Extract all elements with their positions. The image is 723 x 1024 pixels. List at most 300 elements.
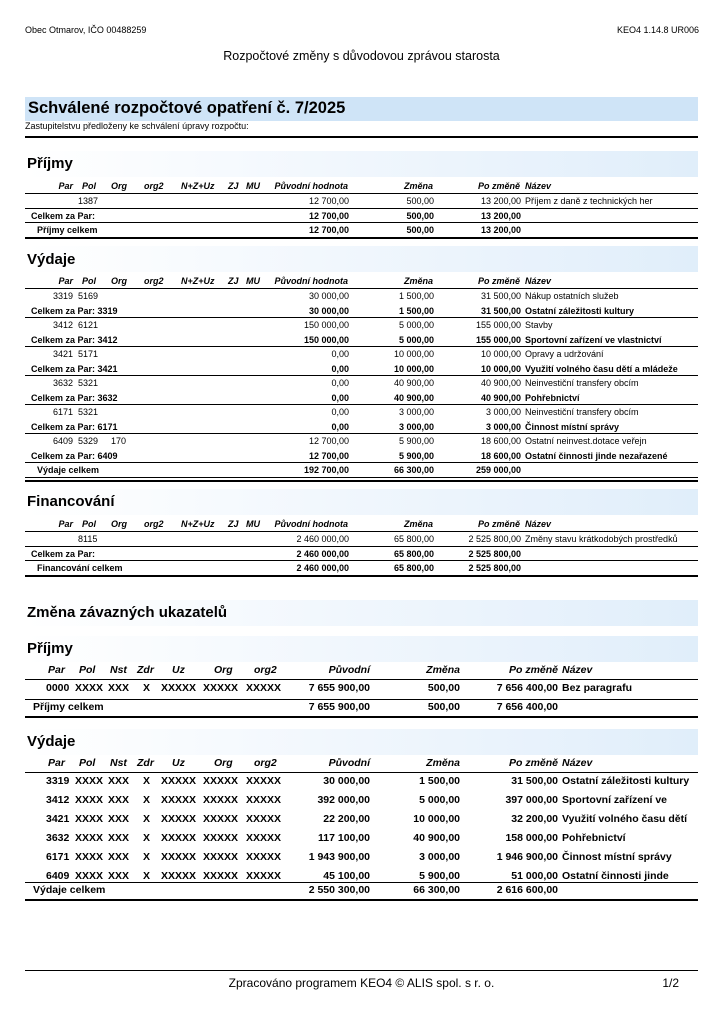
cell-po-zmene: 40 900,00: [480, 392, 521, 403]
table-total-row: [0, 449, 723, 463]
col-zmena: Změna: [403, 519, 433, 529]
cell-pol: 1387: [78, 196, 99, 206]
section-bar: [25, 246, 698, 272]
cell-nazev: Sportovní zařízení ve vlastnictví: [525, 334, 662, 345]
cell-po-zmene: 13 200,00: [480, 210, 521, 221]
cell-zmena: 10 000,00: [393, 349, 434, 359]
cell-zmena: 40 900,00: [393, 378, 434, 388]
cell-zmena: 10 000,00: [393, 363, 434, 374]
cell-puvodni: 30 000,00: [323, 775, 370, 787]
cell-pol: 5169: [78, 291, 99, 301]
col-nazev: Název: [525, 181, 552, 191]
col-po-zmene: Po změně: [508, 757, 558, 769]
row-divider: [25, 462, 698, 463]
cell-puvodni: 45 100,00: [323, 870, 370, 882]
cell-zmena: 65 800,00: [393, 563, 434, 573]
row-divider: [25, 882, 698, 883]
table-total-row: [0, 333, 723, 347]
table-total-row: [0, 698, 723, 716]
cell-org2: XXXXX: [246, 851, 282, 863]
col-par: Par: [58, 519, 73, 529]
table-header: [0, 661, 723, 679]
cell-nazev: Ostatní neinvest.dotace veřejn: [525, 436, 647, 446]
cell-po-zmene: 259 000,00: [475, 465, 521, 475]
col-puvodni: Původní hodnota: [274, 181, 348, 191]
cell-par: 3632: [53, 378, 74, 388]
table-row: [0, 434, 723, 448]
cell-puvodni: 12 700,00: [308, 210, 349, 221]
section-bar: [25, 151, 698, 177]
cell-zmena: 5 000,00: [398, 334, 434, 345]
cell-zmena: 5 900,00: [398, 436, 434, 446]
col-uz: Uz: [172, 664, 185, 676]
section-title-ukazatele: Změna závazných ukazatelů: [27, 604, 228, 621]
cell-zmena: 66 300,00: [413, 884, 460, 896]
col-puvodni: Původní: [328, 757, 370, 769]
cell-po-zmene: 40 900,00: [480, 378, 521, 388]
cell-puvodni: 2 460 000,00: [296, 548, 349, 559]
cell-par: 3412: [46, 794, 70, 806]
cell-par: 0000: [46, 682, 70, 694]
cell-puvodni: 22 200,00: [323, 813, 370, 825]
table-total-row: [0, 463, 723, 477]
cell-pol: XXXX: [75, 794, 104, 806]
cell-puvodni: 0,00: [331, 349, 349, 359]
cell-nazev: Ostatní záležitosti kultury: [562, 775, 690, 787]
col-po-zmene: Po změně: [477, 181, 520, 191]
cell-nazev: Využití volného času dětí: [562, 813, 688, 825]
cell-uz: XXXXX: [161, 775, 197, 787]
col-nazev: Název: [562, 664, 593, 676]
row-divider: [25, 208, 698, 209]
col-zj: ZJ: [228, 276, 239, 286]
cell-nst: XXX: [108, 813, 130, 825]
cell-zmena: 40 900,00: [413, 832, 460, 844]
col-nzu: N+Z+Uz: [181, 181, 215, 191]
table-row: [0, 194, 723, 208]
cell-po-zmene: 155 000,00: [475, 334, 521, 345]
cell-nazev: Opravy a udržování: [525, 349, 604, 359]
row-divider: [25, 772, 698, 773]
cell-pol: 5321: [78, 378, 99, 388]
table-row: [0, 679, 723, 697]
cell-po-zmene: 18 600,00: [480, 450, 521, 461]
cell-zmena: 500,00: [427, 682, 460, 694]
row-divider: [25, 716, 698, 718]
cell-pol: XXXX: [75, 813, 104, 825]
row-divider: [25, 477, 698, 478]
table-row: [0, 791, 723, 809]
row-divider: [25, 899, 698, 901]
cell-po-zmene: 2 525 800,00: [468, 534, 521, 544]
footer-divider: [25, 970, 698, 971]
cell-pol: XXXX: [75, 682, 104, 694]
col-org2: org2: [254, 664, 277, 676]
cell-nazev: Příjem z daně z technických her: [525, 196, 653, 206]
col-puvodni: Původní hodnota: [274, 519, 348, 529]
cell-zmena: 500,00: [406, 225, 434, 235]
row-divider: [25, 546, 698, 547]
row-label: Příjmy celkem: [33, 701, 104, 713]
cell-po-zmene: 397 000,00: [505, 794, 558, 806]
cell-org: XXXXX: [203, 870, 239, 882]
col-nst: Nst: [110, 757, 127, 769]
col-org: Org: [214, 664, 233, 676]
col-zmena: Změna: [426, 664, 460, 676]
cell-org2: XXXXX: [246, 813, 282, 825]
cell-org2: XXXXX: [246, 794, 282, 806]
cell-puvodni: 117 100,00: [318, 832, 370, 844]
cell-org: XXXXX: [203, 682, 239, 694]
cell-zdr: X: [143, 870, 151, 882]
cell-nazev: Pohřebnictví: [525, 392, 580, 403]
cell-pol: XXXX: [75, 870, 104, 882]
table-row: [0, 810, 723, 828]
col-org2: org2: [144, 181, 164, 191]
table-row: [0, 532, 723, 546]
col-pol: Pol: [79, 757, 96, 769]
cell-nazev: Činnost místní správy: [525, 421, 620, 432]
section-title-uk-prijmy: Příjmy: [27, 640, 73, 657]
cell-po-zmene: 3 000,00: [485, 407, 521, 417]
cell-nst: XXX: [108, 870, 130, 882]
col-nazev: Název: [525, 276, 552, 286]
cell-puvodni: 150 000,00: [303, 320, 349, 330]
table-total-row: [0, 561, 723, 575]
cell-zmena: 3 000,00: [398, 407, 434, 417]
footer-text: Zpracováno programem KEO4 © ALIS spol. s r. o.: [228, 976, 495, 990]
row-divider: [25, 699, 698, 700]
col-pol: Pol: [82, 181, 97, 191]
row-label: Celkem za Par:: [31, 548, 96, 559]
cell-nazev: Ostatní záležitosti kultury: [525, 305, 635, 316]
cell-po-zmene: 13 200,00: [480, 196, 521, 206]
cell-nst: XXX: [108, 851, 130, 863]
row-divider: [25, 433, 698, 434]
col-org: Org: [111, 181, 128, 191]
cell-uz: XXXXX: [161, 832, 197, 844]
col-zj: ZJ: [228, 519, 239, 529]
cell-puvodni: 2 460 000,00: [296, 534, 349, 544]
row-divider: [25, 375, 698, 376]
cell-zmena: 65 800,00: [393, 534, 434, 544]
cell-nst: XXX: [108, 775, 130, 787]
cell-zmena: 5 000,00: [398, 320, 434, 330]
cell-puvodni: 12 700,00: [308, 196, 349, 206]
col-pol: Pol: [79, 664, 96, 676]
cell-po-zmene: 1 946 900,00: [496, 851, 558, 863]
cell-puvodni: 192 700,00: [303, 465, 349, 475]
row-divider: [25, 346, 698, 347]
cell-par: 3319: [53, 291, 74, 301]
cell-org: XXXXX: [203, 813, 239, 825]
cell-po-zmene: 3 000,00: [485, 421, 521, 432]
col-org: Org: [214, 757, 233, 769]
section-title-vydaje: Výdaje: [27, 251, 76, 268]
cell-po-zmene: 2 616 600,00: [496, 884, 558, 896]
cell-org2: XXXXX: [246, 775, 282, 787]
table-total-row: [0, 362, 723, 376]
cell-po-zmene: 31 500,00: [480, 305, 521, 316]
cell-zdr: X: [143, 682, 151, 694]
col-po-zmene: Po změně: [477, 519, 520, 529]
cell-zmena: 3 000,00: [398, 421, 434, 432]
cell-puvodni: 7 655 900,00: [308, 682, 370, 694]
cell-pol: 6121: [78, 320, 99, 330]
cell-puvodni: 2 460 000,00: [296, 563, 349, 573]
table-row: [0, 376, 723, 390]
col-org: Org: [111, 276, 128, 286]
cell-zmena: 1 500,00: [419, 775, 460, 787]
table-total-row: [0, 547, 723, 561]
cell-pol: XXXX: [75, 832, 104, 844]
cell-org: XXXXX: [203, 832, 239, 844]
row-label: Celkem za Par: 3632: [31, 392, 118, 403]
cell-nst: XXX: [108, 832, 130, 844]
cell-po-zmene: 10 000,00: [480, 363, 521, 374]
cell-po-zmene: 31 500,00: [511, 775, 558, 787]
cell-zmena: 5 900,00: [398, 450, 434, 461]
col-nazev: Název: [525, 519, 552, 529]
table-total-row: [0, 304, 723, 318]
cell-nazev: Využití volného času dětí a mládeže: [525, 363, 678, 374]
col-nzu: N+Z+Uz: [181, 519, 215, 529]
cell-par: 6409: [53, 436, 74, 446]
row-divider: [25, 222, 698, 223]
cell-zdr: X: [143, 775, 151, 787]
main-title: Schválené rozpočtové opatření č. 7/2025: [28, 99, 346, 117]
table-total-row: [0, 391, 723, 405]
row-label: Výdaje celkem: [33, 884, 106, 896]
cell-nazev: Ostatní činnosti jinde nezařazené: [525, 450, 668, 461]
cell-po-zmene: 155 000,00: [475, 320, 521, 330]
table-row: [0, 289, 723, 303]
header-version: KEO4 1.14.8 UR006: [616, 25, 699, 35]
row-label: Výdaje celkem: [37, 465, 100, 475]
table-total-row: [0, 881, 723, 899]
cell-po-zmene: 51 000,00: [511, 870, 558, 882]
row-divider: [25, 288, 698, 289]
row-divider: [25, 317, 698, 318]
table-row: [0, 772, 723, 790]
row-divider: [25, 560, 698, 561]
section-bar: [25, 636, 698, 662]
row-divider: [25, 193, 698, 194]
row-label: Celkem za Par: 3421: [31, 363, 118, 374]
cell-zmena: 66 300,00: [393, 465, 434, 475]
cell-po-zmene: 13 200,00: [480, 225, 521, 235]
row-divider: [25, 480, 698, 482]
col-mu: MU: [246, 276, 260, 286]
col-zmena: Změna: [403, 276, 433, 286]
cell-puvodni: 12 700,00: [308, 225, 349, 235]
cell-par: 6171: [46, 851, 70, 863]
cell-par: 3412: [53, 320, 74, 330]
cell-puvodni: 150 000,00: [303, 334, 349, 345]
cell-pol: 5321: [78, 407, 99, 417]
cell-zmena: 5 900,00: [419, 870, 460, 882]
divider: [25, 136, 698, 138]
cell-zmena: 500,00: [406, 196, 434, 206]
cell-puvodni: 7 655 900,00: [308, 701, 370, 713]
row-label: Celkem za Par: 3412: [31, 334, 118, 345]
table-row: [0, 318, 723, 332]
col-po-zmene: Po změně: [508, 664, 558, 676]
col-mu: MU: [246, 181, 260, 191]
col-org: Org: [111, 519, 128, 529]
table-header: [0, 754, 723, 772]
row-divider: [25, 531, 698, 532]
cell-nazev: Ostatní činnosti jinde: [562, 870, 669, 882]
cell-po-zmene: 2 525 800,00: [468, 548, 521, 559]
row-label: Příjmy celkem: [37, 225, 98, 235]
row-divider: [25, 237, 698, 239]
col-par: Par: [48, 757, 65, 769]
cell-nazev: Pohřebnictví: [562, 832, 626, 844]
col-puvodni: Původní hodnota: [274, 276, 348, 286]
cell-puvodni: 392 000,00: [317, 794, 370, 806]
cell-org2: XXXXX: [246, 682, 282, 694]
cell-po-zmene: 7 656 400,00: [496, 701, 558, 713]
row-label: Celkem za Par:: [31, 210, 96, 221]
cell-po-zmene: 7 656 400,00: [496, 682, 558, 694]
cell-nazev: Neinvestiční transfery obcím: [525, 378, 639, 388]
cell-zdr: X: [143, 813, 151, 825]
cell-pol: 5329: [78, 436, 99, 446]
col-mu: MU: [246, 519, 260, 529]
table-header: [0, 179, 723, 193]
row-divider: [25, 404, 698, 405]
cell-puvodni: 1 943 900,00: [308, 851, 370, 863]
cell-puvodni: 0,00: [331, 407, 349, 417]
cell-par: 3421: [46, 813, 70, 825]
cell-puvodni: 0,00: [331, 378, 349, 388]
cell-puvodni: 0,00: [331, 421, 349, 432]
col-nzu: N+Z+Uz: [181, 276, 215, 286]
col-po-zmene: Po změně: [477, 276, 520, 286]
cell-zmena: 1 500,00: [398, 305, 434, 316]
col-zj: ZJ: [228, 181, 239, 191]
cell-org2: XXXXX: [246, 832, 282, 844]
col-nst: Nst: [110, 664, 127, 676]
cell-puvodni: 30 000,00: [308, 291, 349, 301]
cell-puvodni: 0,00: [331, 392, 349, 403]
cell-po-zmene: 18 600,00: [480, 436, 521, 446]
col-org2: org2: [144, 519, 164, 529]
col-uz: Uz: [172, 757, 185, 769]
cell-puvodni: 12 700,00: [308, 436, 349, 446]
row-divider: [25, 575, 698, 577]
row-label: Celkem za Par: 6409: [31, 450, 118, 461]
cell-uz: XXXXX: [161, 851, 197, 863]
cell-po-zmene: 10 000,00: [480, 349, 521, 359]
col-pol: Pol: [82, 519, 97, 529]
cell-puvodni: 30 000,00: [308, 305, 349, 316]
row-label: Financování celkem: [37, 563, 123, 573]
row-label: Celkem za Par: 6171: [31, 421, 118, 432]
cell-po-zmene: 158 000,00: [505, 832, 558, 844]
table-row: [0, 848, 723, 866]
cell-org: XXXXX: [203, 851, 239, 863]
col-par: Par: [58, 181, 73, 191]
cell-pol: 8115: [78, 534, 98, 544]
cell-nazev: Změny stavu krátkodobých prostředků: [525, 534, 678, 544]
cell-zmena: 40 900,00: [393, 392, 434, 403]
cell-zmena: 500,00: [427, 701, 460, 713]
table-header: [0, 274, 723, 288]
cell-uz: XXXXX: [161, 870, 197, 882]
cell-puvodni: 12 700,00: [308, 450, 349, 461]
col-zmena: Změna: [426, 757, 460, 769]
cell-pol: XXXX: [75, 851, 104, 863]
col-zdr: Zdr: [137, 664, 154, 676]
cell-zdr: X: [143, 794, 151, 806]
cell-pol: 5171: [78, 349, 99, 359]
cell-org2: XXXXX: [246, 870, 282, 882]
row-divider: [25, 679, 698, 680]
cell-nazev: Sportovní zařízení ve: [562, 794, 668, 806]
table-total-row: [0, 209, 723, 223]
col-pol: Pol: [82, 276, 97, 286]
cell-nazev: Nákup ostatních služeb: [525, 291, 619, 301]
cell-zdr: X: [143, 851, 151, 863]
cell-par: 3319: [46, 775, 70, 787]
cell-org: 170: [111, 436, 127, 446]
table-row: [0, 347, 723, 361]
col-par: Par: [48, 664, 65, 676]
col-org2: org2: [144, 276, 164, 286]
col-zdr: Zdr: [137, 757, 154, 769]
cell-puvodni: 0,00: [331, 363, 349, 374]
cell-nst: XXX: [108, 682, 130, 694]
col-org2: org2: [254, 757, 277, 769]
cell-uz: XXXXX: [161, 813, 197, 825]
main-subtitle: Zastupitelstvu předloženy ke schválení úpravy rozpočtu:: [25, 121, 249, 131]
cell-zdr: X: [143, 832, 151, 844]
cell-uz: XXXXX: [161, 794, 197, 806]
table-row: [0, 405, 723, 419]
cell-org: XXXXX: [203, 794, 239, 806]
cell-nazev: Stavby: [525, 320, 553, 330]
cell-zmena: 1 500,00: [398, 291, 434, 301]
col-nazev: Název: [562, 757, 593, 769]
col-puvodni: Původní: [328, 664, 370, 676]
cell-zmena: 5 000,00: [419, 794, 460, 806]
cell-nazev: Činnost místní správy: [562, 851, 672, 863]
cell-nazev: Bez paragrafu: [562, 682, 633, 694]
section-title-prijmy: Příjmy: [27, 155, 73, 172]
cell-par: 3632: [46, 832, 70, 844]
cell-po-zmene: 31 500,00: [480, 291, 521, 301]
report-title: Rozpočtové změny s důvodovou zprávou starosta: [223, 49, 500, 63]
header-org: Obec Otmarov, IČO 00488259: [25, 25, 147, 35]
table-total-row: [0, 223, 723, 237]
table-row: [0, 829, 723, 847]
cell-puvodni: 2 550 300,00: [308, 884, 370, 896]
table-total-row: [0, 420, 723, 434]
cell-zmena: 500,00: [406, 210, 434, 221]
cell-zmena: 3 000,00: [419, 851, 460, 863]
cell-po-zmene: 2 525 800,00: [468, 563, 521, 573]
section-title-uk-vydaje: Výdaje: [27, 733, 76, 750]
cell-nst: XXX: [108, 794, 130, 806]
cell-po-zmene: 32 200,00: [511, 813, 558, 825]
cell-par: 6409: [46, 870, 70, 882]
section-title-financovani: Financování: [27, 493, 115, 510]
cell-par: 3421: [53, 349, 74, 359]
cell-uz: XXXXX: [161, 682, 197, 694]
col-par: Par: [58, 276, 73, 286]
